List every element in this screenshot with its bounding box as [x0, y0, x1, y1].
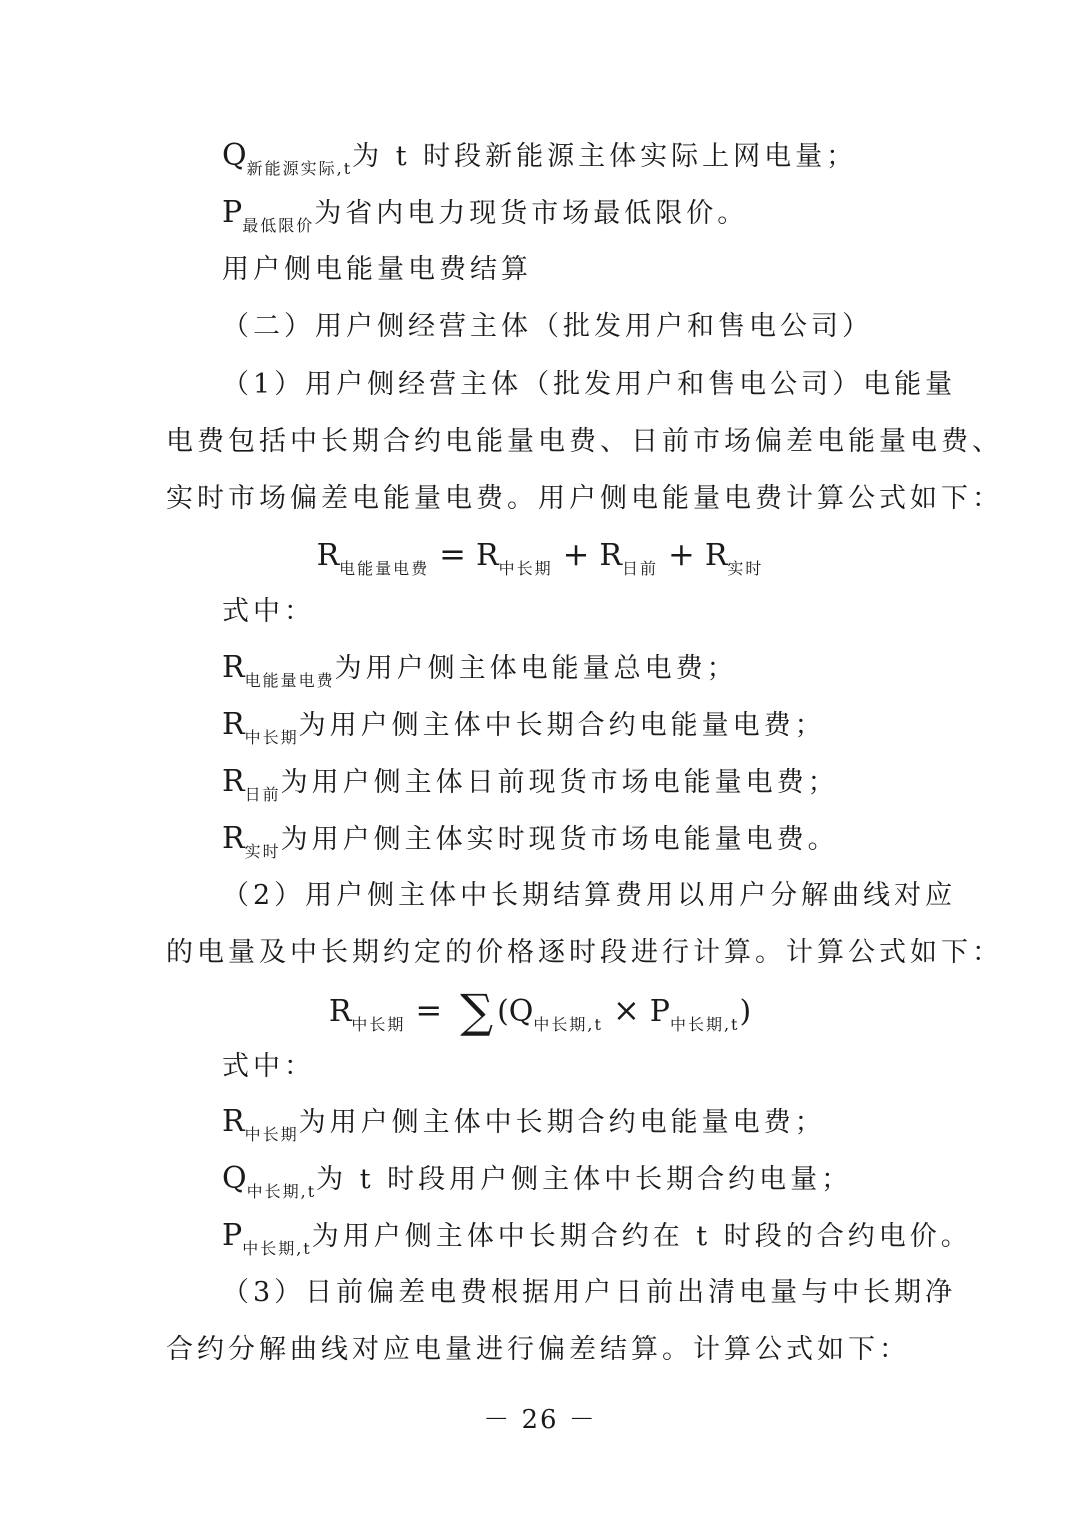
definition-p-min-price — [222, 193, 748, 246]
paragraph-line: 的电量及中长期约定的价格逐时段进行计算。计算公式如下： — [166, 937, 1003, 968]
definition-text: 为用户侧主体实时现货市场电能量电费。 — [280, 824, 839, 855]
paragraph-line: （3）日前偏差电费根据用户日前出清电量与中长期净 — [222, 1277, 957, 1308]
definition-r-mid-long — [222, 1102, 826, 1155]
formula-energy-fee — [0, 534, 1080, 589]
definition-q-mid-long — [222, 1159, 852, 1212]
definition-text: 为用户侧主体日前现货市场电能量电费； — [280, 767, 839, 798]
subscript: 最低限价 — [242, 216, 315, 235]
subscript: 日前 — [244, 785, 281, 804]
formula-term-sub: 中长期 — [498, 559, 553, 578]
paragraph-line: 电费包括中长期合约电能量电费、日前市场偏差电能量电费、 — [166, 426, 1003, 457]
formula-term: R — [704, 538, 728, 573]
formula-term: R — [475, 538, 499, 573]
definition-r-energy-fee — [222, 648, 738, 701]
subscript: 中长期 — [244, 728, 299, 747]
symbol: P — [222, 195, 243, 230]
close-paren: ) — [739, 994, 752, 1029]
paragraph-line: 合约分解曲线对应电量进行偏差结算。计算公式如下： — [166, 1334, 910, 1365]
formula-mid-long-fee — [0, 984, 1080, 1045]
symbol: R — [222, 764, 245, 799]
where-label: 式中： — [222, 596, 315, 627]
paragraph-line: （2）用户侧主体中长期结算费用以用户分解曲线对应 — [222, 880, 957, 911]
subscript: 电能量电费 — [244, 671, 335, 690]
definition-text: 为省内电力现货市场最低限价。 — [314, 198, 749, 229]
subscript: 新能源实际,t — [246, 159, 353, 178]
formula-term-sub: 实时 — [727, 559, 764, 578]
formula-term-sub: 中长期,t — [533, 1015, 603, 1034]
paragraph-line: 实时市场偏差电能量电费。用户侧电能量电费计算公式如下： — [166, 483, 1003, 514]
symbol: Q — [222, 138, 247, 173]
subscript: 中长期 — [244, 1125, 299, 1144]
definition-text: 为用户侧主体中长期合约在 t 时段的合约电价。 — [311, 1221, 972, 1252]
subscript: 实时 — [244, 842, 281, 861]
symbol: R — [222, 821, 245, 856]
definition-q-renewable-actual — [222, 136, 857, 189]
formula-lhs-sub: 电能量电费 — [339, 559, 430, 578]
open-paren: ( — [497, 994, 509, 1029]
where-label: 式中： — [222, 1051, 315, 1082]
formula-term-sub: 中长期,t — [669, 1015, 740, 1034]
subscript: 中长期,t — [246, 1182, 317, 1201]
formula-term: Q — [508, 994, 534, 1029]
page-number: － 26 － — [483, 1405, 597, 1435]
paragraph-line: （1）用户侧经营主体（批发用户和售电公司）电能量 — [222, 369, 957, 400]
symbol: P — [222, 1218, 243, 1253]
times-sign: × — [612, 991, 640, 1029]
plus-sign: + — [562, 535, 590, 573]
definition-text: 为用户侧主体中长期合约电能量电费； — [298, 1107, 826, 1138]
symbol: Q — [222, 1161, 247, 1196]
definition-r-real-time — [222, 819, 839, 872]
formula-lhs: R — [316, 538, 340, 573]
definition-text: 为用户侧主体中长期合约电能量电费； — [298, 710, 826, 741]
definition-text: 为 t 时段新能源主体实际上网电量； — [352, 141, 858, 172]
formula-lhs-sub: 中长期 — [351, 1015, 406, 1034]
formula-lhs: R — [328, 994, 352, 1029]
section-heading: 用户侧电能量电费结算 — [222, 254, 532, 285]
formula-term-sub: 日前 — [622, 559, 659, 578]
symbol: R — [222, 650, 245, 685]
formula-term: P — [649, 994, 670, 1029]
subsection-heading: （二）用户侧经营主体（批发用户和售电公司） — [222, 311, 873, 342]
definition-r-mid-long — [222, 705, 826, 758]
equals-sign: = — [415, 991, 443, 1029]
plus-sign: + — [668, 535, 695, 573]
equals-sign: = — [439, 535, 466, 573]
subscript: 中长期,t — [242, 1239, 312, 1258]
definition-text: 为用户侧主体电能量总电费； — [334, 653, 738, 684]
definition-r-day-ahead — [222, 762, 839, 815]
symbol: R — [222, 707, 245, 742]
definition-text: 为 t 时段用户侧主体中长期合约电量； — [316, 1164, 853, 1195]
summation-icon: ∑ — [460, 984, 494, 1038]
definition-p-mid-long — [222, 1216, 972, 1269]
formula-term: R — [599, 538, 622, 573]
symbol: R — [222, 1104, 245, 1139]
